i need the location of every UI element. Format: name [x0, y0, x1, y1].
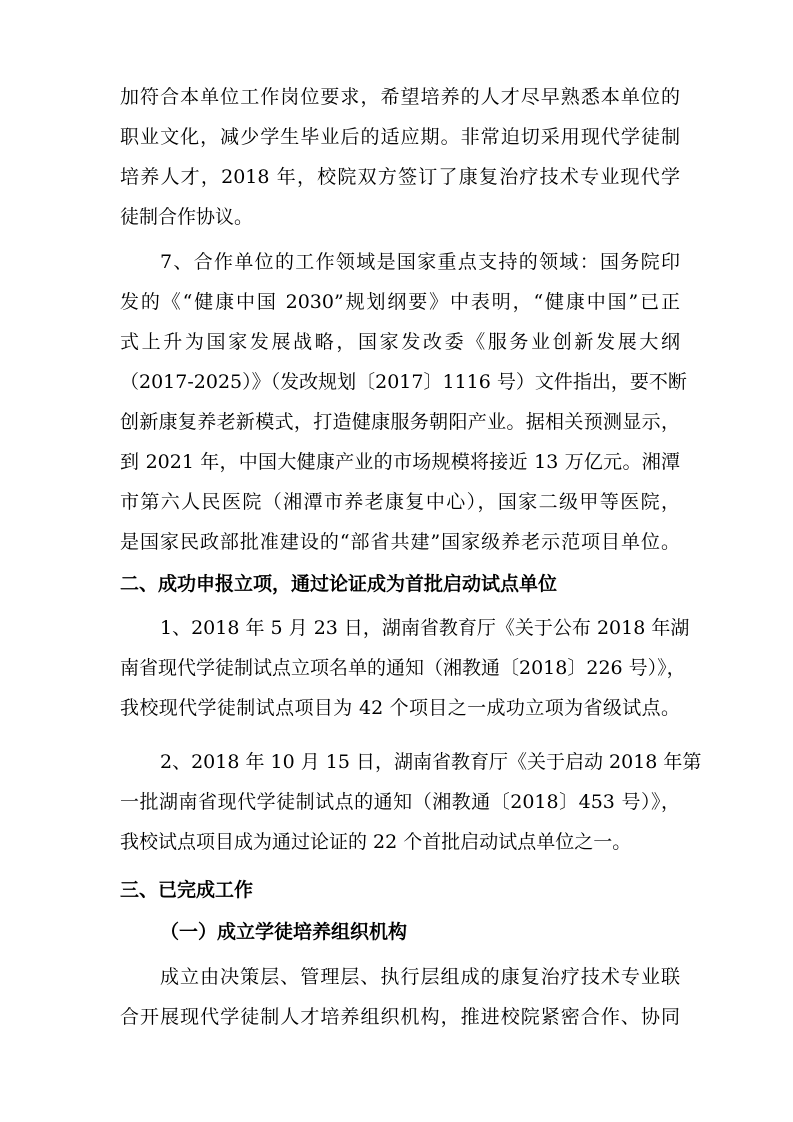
paragraph-line: 我校现代学徒制试点项目为 42 个项目之一成功立项为省级试点。 [120, 697, 680, 719]
paragraph-line: 创新康复养老新模式，打造健康服务朝阳产业。据相关预测显示， [120, 411, 680, 433]
paragraph-line: 成立由决策层、管理层、执行层组成的康复治疗技术专业联 [160, 966, 680, 988]
subsection-heading: （一）成立学徒培养组织机构 [160, 921, 408, 943]
paragraph-line: 培养人才，2018 年，校院双方签订了康复治疗技术专业现代学 [120, 166, 680, 188]
paragraph-line: 1、2018 年 5 月 23 日，湖南省教育厅《关于公布 2018 年湖 [160, 617, 690, 639]
paragraph-line: 是国家民政部批准建设的“部省共建”国家级养老示范项目单位。 [120, 531, 680, 553]
paragraph-line: 职业文化，减少学生毕业后的适应期。非常迫切采用现代学徒制 [120, 126, 680, 148]
paragraph-line: 7、合作单位的工作领域是国家重点支持的领域：国务院印 [160, 251, 680, 273]
paragraph-line: 徒制合作协议。 [120, 206, 254, 228]
paragraph-line: 到 2021 年，中国大健康产业的市场规模将接近 13 万亿元。湘潭 [120, 451, 680, 473]
section-heading: 三、已完成工作 [120, 879, 254, 901]
paragraph-line: 2、2018 年 10 月 15 日，湖南省教育厅《关于启动 2018 年第 [160, 751, 702, 773]
paragraph-line: 市第六人民医院（湘潭市养老康复中心），国家二级甲等医院， [120, 491, 680, 513]
paragraph-line: 合开展现代学徒制人才培养组织机构，推进校院紧密合作、协同 [120, 1006, 680, 1028]
section-heading: 二、成功申报立项，通过论证成为首批启动试点单位 [120, 573, 558, 595]
paragraph-line: 一批湖南省现代学徒制试点的通知（湘教通〔2018〕453 号）》， [120, 791, 680, 813]
paragraph-line: 式上升为国家发展战略，国家发改委《服务业创新发展大纲 [120, 331, 680, 353]
paragraph-line: 我校试点项目成为通过论证的 22 个首批启动试点单位之一。 [120, 831, 632, 853]
paragraph-line: 发的《“健康中国 2030”规划纲要》中表明，“健康中国”已正 [120, 291, 680, 313]
paragraph-line: 南省现代学徒制试点立项名单的通知（湘教通〔2018〕226 号）》， [120, 657, 686, 679]
paragraph-line: 加符合本单位工作岗位要求，希望培养的人才尽早熟悉本单位的 [120, 86, 680, 108]
paragraph-line: （2017-2025）》（发改规划〔2017〕1116 号）文件指出，要不断 [120, 371, 687, 393]
